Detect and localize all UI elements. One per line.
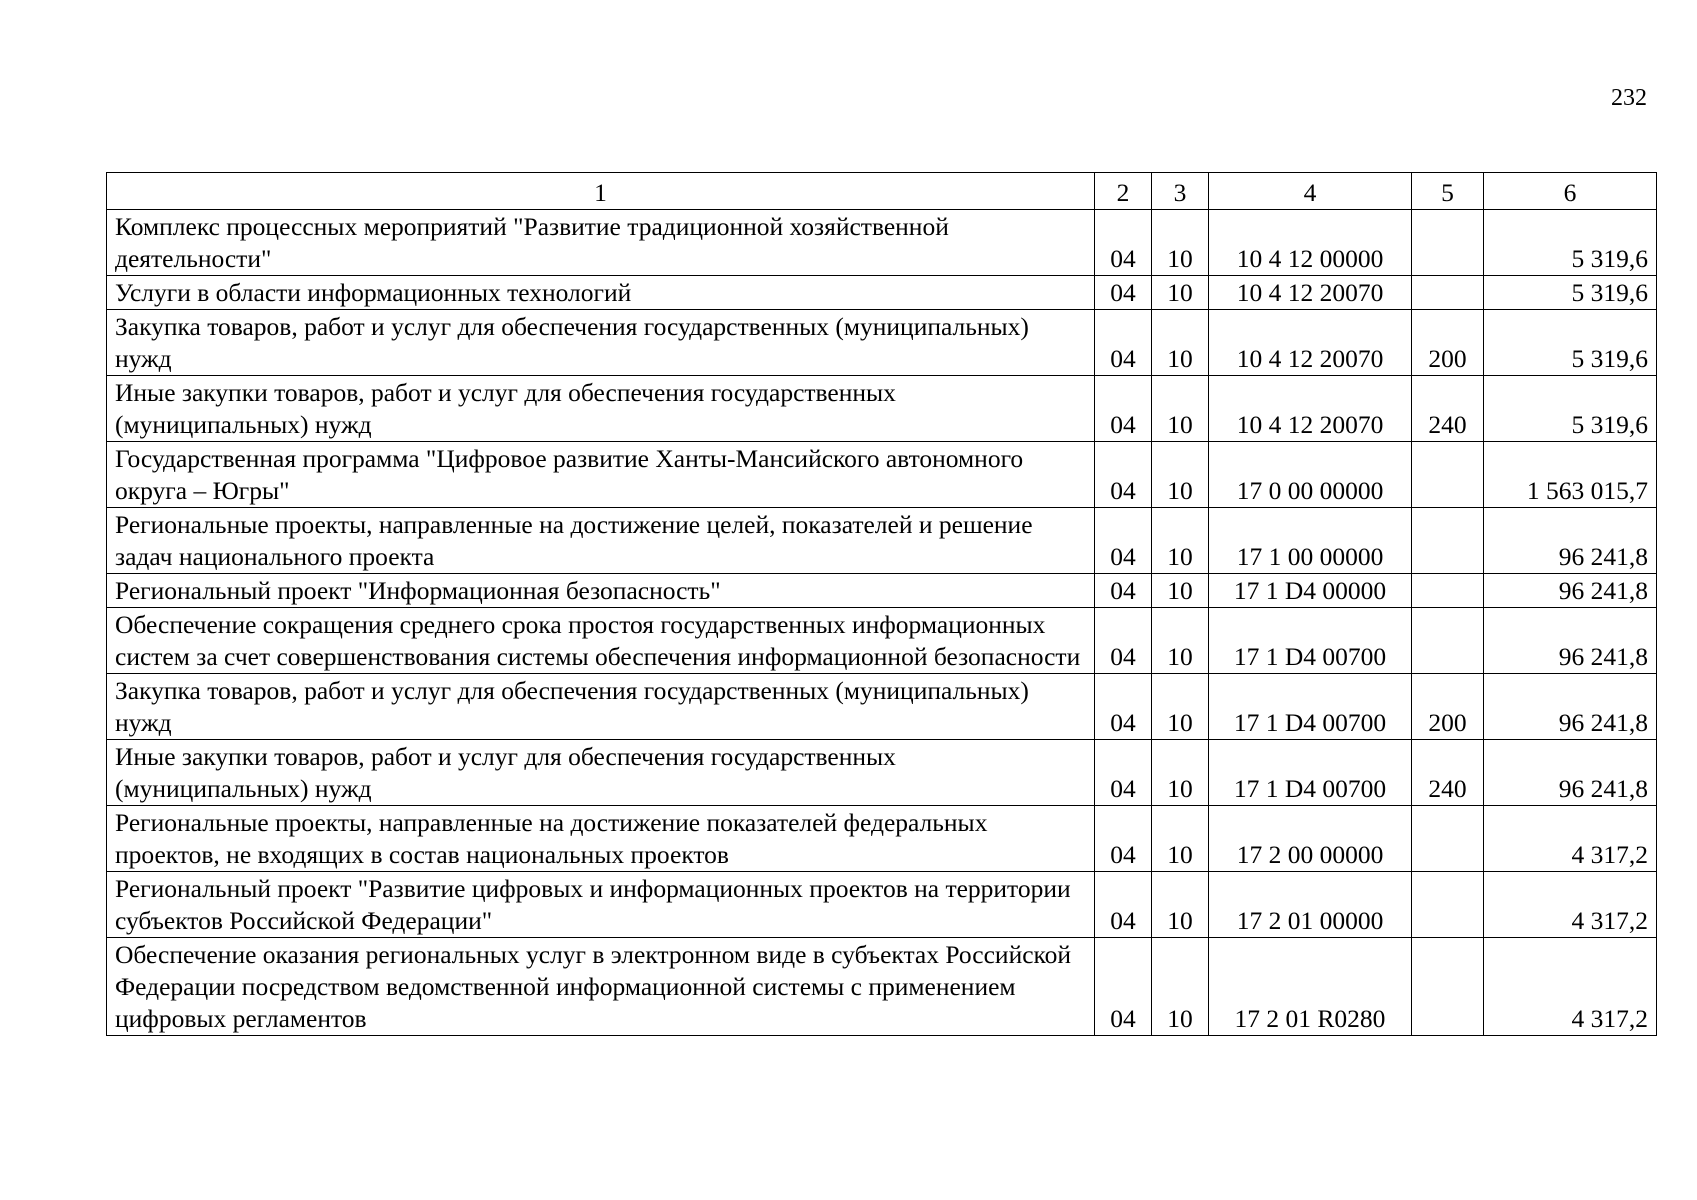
column-header-3: 3: [1152, 173, 1209, 210]
target-article-code: 17 2 01 00000: [1209, 872, 1412, 938]
target-article-code: 10 4 12 20070: [1209, 310, 1412, 376]
target-article-code: 17 1 D4 00700: [1209, 740, 1412, 806]
subsection-code: 10: [1152, 938, 1209, 1036]
subsection-code: 10: [1152, 442, 1209, 508]
amount: 96 241,8: [1484, 674, 1657, 740]
table-row: [107, 740, 1657, 806]
expense-type-code: [1412, 276, 1484, 310]
subsection-code: 10: [1152, 376, 1209, 442]
table-row: [107, 276, 1657, 310]
row-description: Региональные проекты, направленные на достижение показателей федеральных проектов, не входящих в состав национальных проектов: [107, 806, 1095, 872]
section-code: 04: [1095, 376, 1152, 442]
table-body: [107, 210, 1657, 1036]
target-article-code: 17 2 01 R0280: [1209, 938, 1412, 1036]
section-code: 04: [1095, 508, 1152, 574]
column-header-4: 4: [1209, 173, 1412, 210]
target-article-code: 17 1 D4 00700: [1209, 674, 1412, 740]
section-code: 04: [1095, 806, 1152, 872]
target-article-code: 17 1 D4 00700: [1209, 608, 1412, 674]
section-code: 04: [1095, 574, 1152, 608]
section-code: 04: [1095, 938, 1152, 1036]
table-row: [107, 442, 1657, 508]
section-code: 04: [1095, 276, 1152, 310]
subsection-code: 10: [1152, 608, 1209, 674]
amount: 5 319,6: [1484, 210, 1657, 276]
table-row: [107, 376, 1657, 442]
expense-type-code: [1412, 938, 1484, 1036]
section-code: 04: [1095, 674, 1152, 740]
expense-type-code: [1412, 608, 1484, 674]
row-description: Иные закупки товаров, работ и услуг для обеспечения государственных (муниципальных) нужд: [107, 376, 1095, 442]
expense-type-code: 200: [1412, 310, 1484, 376]
expense-type-code: 240: [1412, 740, 1484, 806]
subsection-code: 10: [1152, 276, 1209, 310]
row-description: Региональные проекты, направленные на достижение целей, показателей и решение задач национального проекта: [107, 508, 1095, 574]
table-row: [107, 310, 1657, 376]
section-code: 04: [1095, 740, 1152, 806]
expense-type-code: 200: [1412, 674, 1484, 740]
amount: 5 319,6: [1484, 376, 1657, 442]
subsection-code: 10: [1152, 674, 1209, 740]
subsection-code: 10: [1152, 872, 1209, 938]
subsection-code: 10: [1152, 574, 1209, 608]
expense-type-code: [1412, 872, 1484, 938]
expense-type-code: [1412, 574, 1484, 608]
expense-type-code: 240: [1412, 376, 1484, 442]
amount: 5 319,6: [1484, 276, 1657, 310]
section-code: 04: [1095, 608, 1152, 674]
expense-type-code: [1412, 806, 1484, 872]
table-row: [107, 674, 1657, 740]
header-row: [107, 173, 1657, 210]
page-number: 232: [1611, 85, 1647, 111]
expense-type-code: [1412, 210, 1484, 276]
amount: 4 317,2: [1484, 806, 1657, 872]
expense-type-code: [1412, 442, 1484, 508]
target-article-code: 17 1 00 00000: [1209, 508, 1412, 574]
table-row: [107, 608, 1657, 674]
column-header-5: 5: [1412, 173, 1484, 210]
subsection-code: 10: [1152, 806, 1209, 872]
amount: 4 317,2: [1484, 938, 1657, 1036]
subsection-code: 10: [1152, 210, 1209, 276]
table-row: [107, 574, 1657, 608]
row-description: Закупка товаров, работ и услуг для обеспечения государственных (муниципальных) нужд: [107, 674, 1095, 740]
row-description: Комплекс процессных мероприятий "Развитие традиционной хозяйственной деятельности": [107, 210, 1095, 276]
table-row: [107, 872, 1657, 938]
target-article-code: 17 2 00 00000: [1209, 806, 1412, 872]
table-row: [107, 210, 1657, 276]
row-description: Обеспечение оказания региональных услуг в электронном виде в субъектах Российской Федерации посредством ведомственной информационной системы с применением цифровых регламентов: [107, 938, 1095, 1036]
row-description: Иные закупки товаров, работ и услуг для обеспечения государственных (муниципальных) нужд: [107, 740, 1095, 806]
subsection-code: 10: [1152, 310, 1209, 376]
row-description: Региональный проект "Развитие цифровых и информационных проектов на территории субъектов Российской Федерации": [107, 872, 1095, 938]
target-article-code: 10 4 12 00000: [1209, 210, 1412, 276]
amount: 96 241,8: [1484, 508, 1657, 574]
table-row: [107, 938, 1657, 1036]
table-row: [107, 508, 1657, 574]
subsection-code: 10: [1152, 508, 1209, 574]
column-header-6: 6: [1484, 173, 1657, 210]
amount: 96 241,8: [1484, 740, 1657, 806]
amount: 5 319,6: [1484, 310, 1657, 376]
row-description: Государственная программа "Цифровое развитие Ханты-Мансийского автономного округа – Югры": [107, 442, 1095, 508]
target-article-code: 17 0 00 00000: [1209, 442, 1412, 508]
amount: 1 563 015,7: [1484, 442, 1657, 508]
amount: 96 241,8: [1484, 574, 1657, 608]
target-article-code: 17 1 D4 00000: [1209, 574, 1412, 608]
section-code: 04: [1095, 210, 1152, 276]
subsection-code: 10: [1152, 740, 1209, 806]
row-description: Закупка товаров, работ и услуг для обеспечения государственных (муниципальных) нужд: [107, 310, 1095, 376]
row-description: Услуги в области информационных технологий: [107, 276, 1095, 310]
target-article-code: 10 4 12 20070: [1209, 276, 1412, 310]
section-code: 04: [1095, 442, 1152, 508]
row-description: Обеспечение сокращения среднего срока простоя государственных информационных систем за счет совершенствования системы обеспечения информационной безопасности: [107, 608, 1095, 674]
budget-table: [106, 172, 1657, 1036]
column-header-2: 2: [1095, 173, 1152, 210]
column-header-1: 1: [107, 173, 1095, 210]
section-code: 04: [1095, 872, 1152, 938]
section-code: 04: [1095, 310, 1152, 376]
amount: 4 317,2: [1484, 872, 1657, 938]
row-description: Региональный проект "Информационная безопасность": [107, 574, 1095, 608]
table-row: [107, 806, 1657, 872]
amount: 96 241,8: [1484, 608, 1657, 674]
target-article-code: 10 4 12 20070: [1209, 376, 1412, 442]
expense-type-code: [1412, 508, 1484, 574]
